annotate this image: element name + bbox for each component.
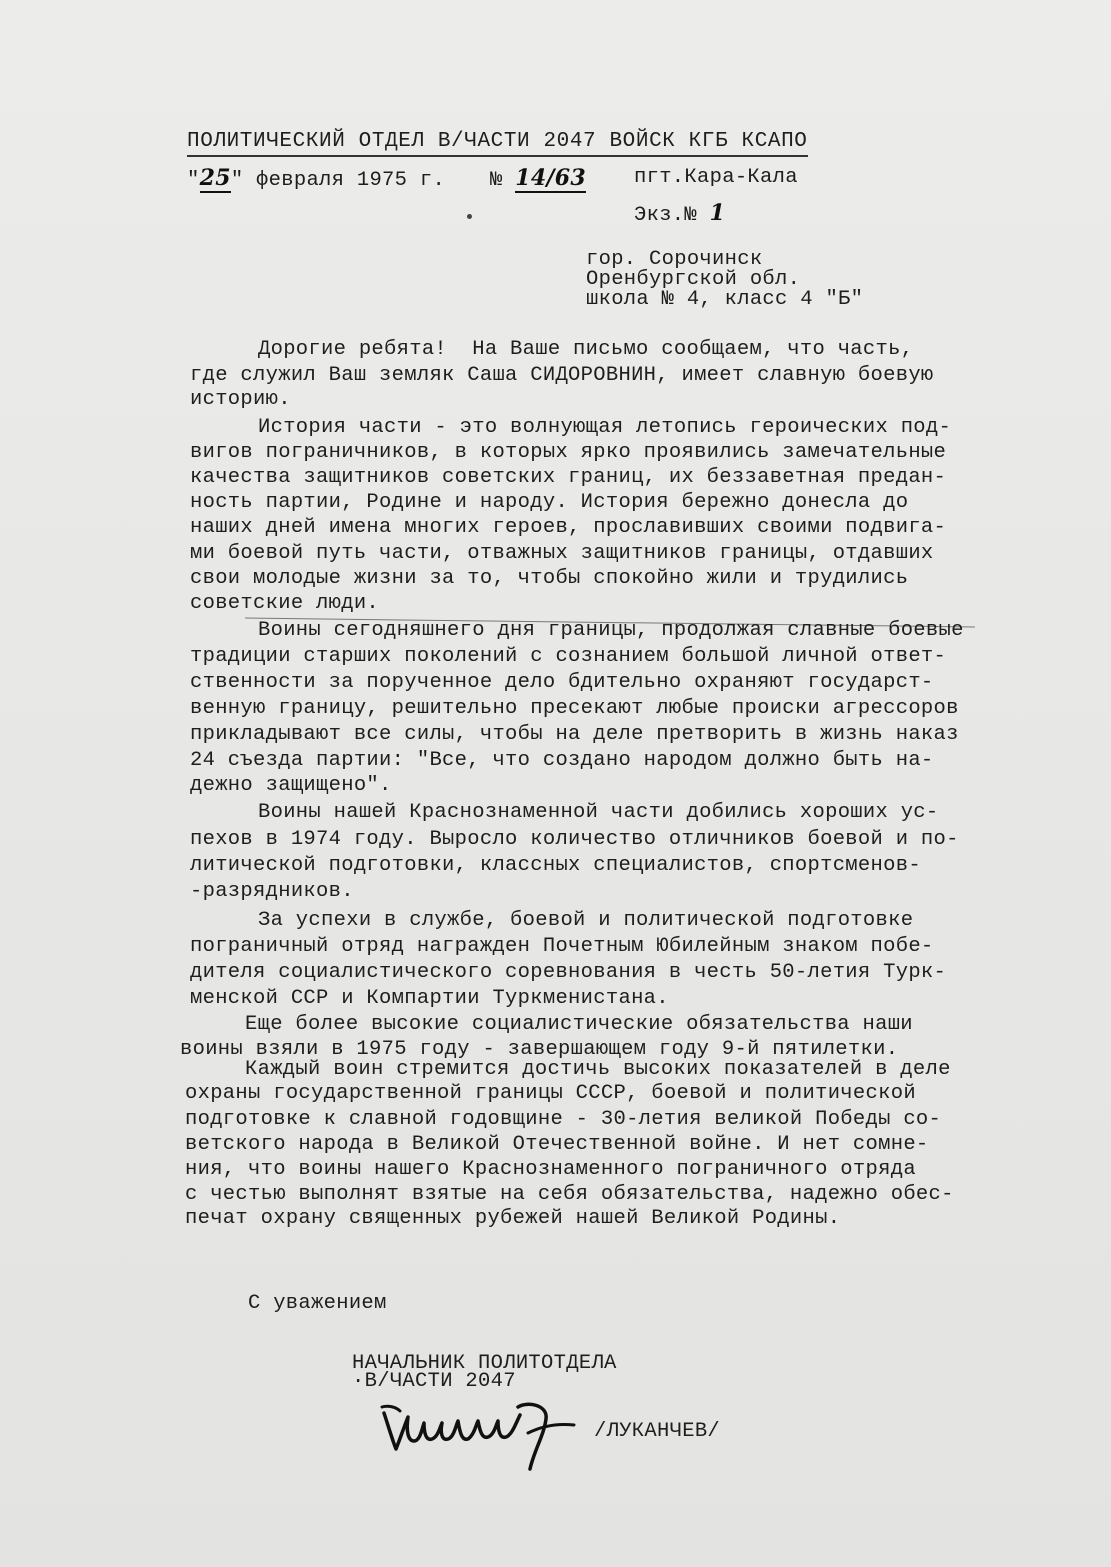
date-rest: " февраля 1975 г. — [230, 169, 446, 192]
closing-regards: С уважением — [248, 1292, 387, 1315]
body-line: литической подготовки, классных специалистов, спортсменов- — [190, 854, 921, 877]
signer-title-line-2: ·В/ЧАСТИ 2047 — [352, 1370, 516, 1393]
body-line: пограничный отряд награжден Почетным Юбилейным знаком побе- — [190, 935, 934, 958]
body-line: вигов пограничников, в которых ярко проявились замечательные — [190, 441, 947, 464]
body-line: пехов в 1974 году. Выросло количество отличников боевой и по- — [190, 828, 959, 851]
body-line: наших дней имена многих героев, прославивших своими подвига- — [190, 516, 947, 539]
body-line: ветского народа в Великой Отечественной войне. И нет сомне- — [185, 1133, 929, 1156]
body-line: с честью выполнят взятые на себя обязательства, надежно обес- — [185, 1183, 954, 1206]
body-line: печат охрану священных рубежей нашей Великой Родины. — [185, 1207, 841, 1230]
recipient-line-3: школа № 4, класс 4 "Б" — [586, 288, 864, 311]
handwritten-signature — [378, 1395, 588, 1475]
body-line: Еще более высокие социалистические обязательства наши — [245, 1013, 913, 1036]
body-line: традиции старших поколений с сознанием большой личной ответ- — [190, 645, 947, 668]
body-line: качества защитников советских границ, их беззаветная предан- — [190, 466, 947, 489]
body-line: ния, что воины нашего Краснознаменного пограничного отряда — [185, 1158, 916, 1181]
body-line: историю. — [190, 388, 291, 411]
body-line: Воины сегодняшнего дня границы, продолжая славные боевые — [258, 619, 964, 642]
body-line: охраны государственной границы СССР, боевой и политической — [185, 1082, 916, 1105]
date-open-quote: " — [187, 169, 200, 192]
body-line: дителя социалистического соревнования в честь 50-летия Турк- — [190, 961, 947, 984]
body-line: За успехи в службе, боевой и политической подготовке — [258, 909, 914, 932]
recipient-line-2: Оренбургской обл. — [586, 268, 801, 291]
body-line: 24 съезда партии: "Все, что создано народом должно быть на- — [190, 749, 934, 772]
signer-name: /ЛУКАНЧЕВ/ — [594, 1420, 721, 1443]
body-line: ственности за порученное дело бдительно охраняют государст- — [190, 671, 934, 694]
body-line: где служил Ваш земляк Саша СИДОРОВНИН, имеет славную боевую — [190, 364, 934, 387]
date-line — [187, 166, 445, 193]
number-label: № — [490, 169, 503, 192]
organization-heading: ПОЛИТИЧЕСКИЙ ОТДЕЛ В/ЧАСТИ 2047 ВОЙСК КГБ КСАПО — [187, 130, 808, 157]
body-line: Воины нашей Краснознаменной части добились хороших ус- — [258, 801, 939, 824]
document-number — [490, 166, 586, 193]
copy-number — [634, 201, 725, 228]
body-line: ность партии, Родине и народу. История бережно донесла до — [190, 491, 909, 514]
body-line: -разрядников. — [190, 880, 354, 903]
body-line: подготовке к славной годовщине - 30-летия великой Победы со- — [185, 1108, 942, 1131]
body-line: дежно защищено". — [190, 774, 392, 797]
signer-title-line-1: НАЧАЛЬНИК ПОЛИТОТДЕЛА — [352, 1352, 617, 1375]
body-line: ми боевой путь части, отважных защитников границы, отдавших — [190, 542, 934, 565]
place-of-issue: пгт.Кара-Кала — [634, 166, 798, 189]
body-line: прикладывают все силы, чтобы на деле претворить в жизнь наказ — [190, 723, 959, 746]
number-value: 14/63 — [515, 165, 586, 191]
body-line: венную границу, решительно пресекают любые происки агрессоров — [190, 697, 959, 720]
copy-label: Экз.№ — [634, 204, 698, 227]
copy-value: 1 — [709, 200, 726, 226]
body-line: менской ССР и Компартии Туркменистана. — [190, 987, 669, 1010]
date-day: 25 — [199, 165, 231, 191]
signer-title-line-2-text: В/ЧАСТИ 2047 — [364, 1370, 516, 1393]
body-line: советские люди. — [190, 592, 380, 615]
body-line: свои молодые жизни за то, чтобы спокойно жили и трудились — [190, 567, 909, 590]
ink-dot — [467, 214, 472, 219]
body-line: История части - это волнующая летопись героических под- — [258, 416, 952, 439]
body-line: воины взяли в 1975 году - завершающем году 9-й пятилетки. — [180, 1038, 899, 1061]
body-line: Дорогие ребята! На Ваше письмо сообщаем, что часть, — [258, 338, 914, 361]
recipient-line-1: гор. Сорочинск — [586, 248, 763, 271]
body-line: Каждый воин стремится достичь высоких показателей в деле — [245, 1058, 951, 1081]
